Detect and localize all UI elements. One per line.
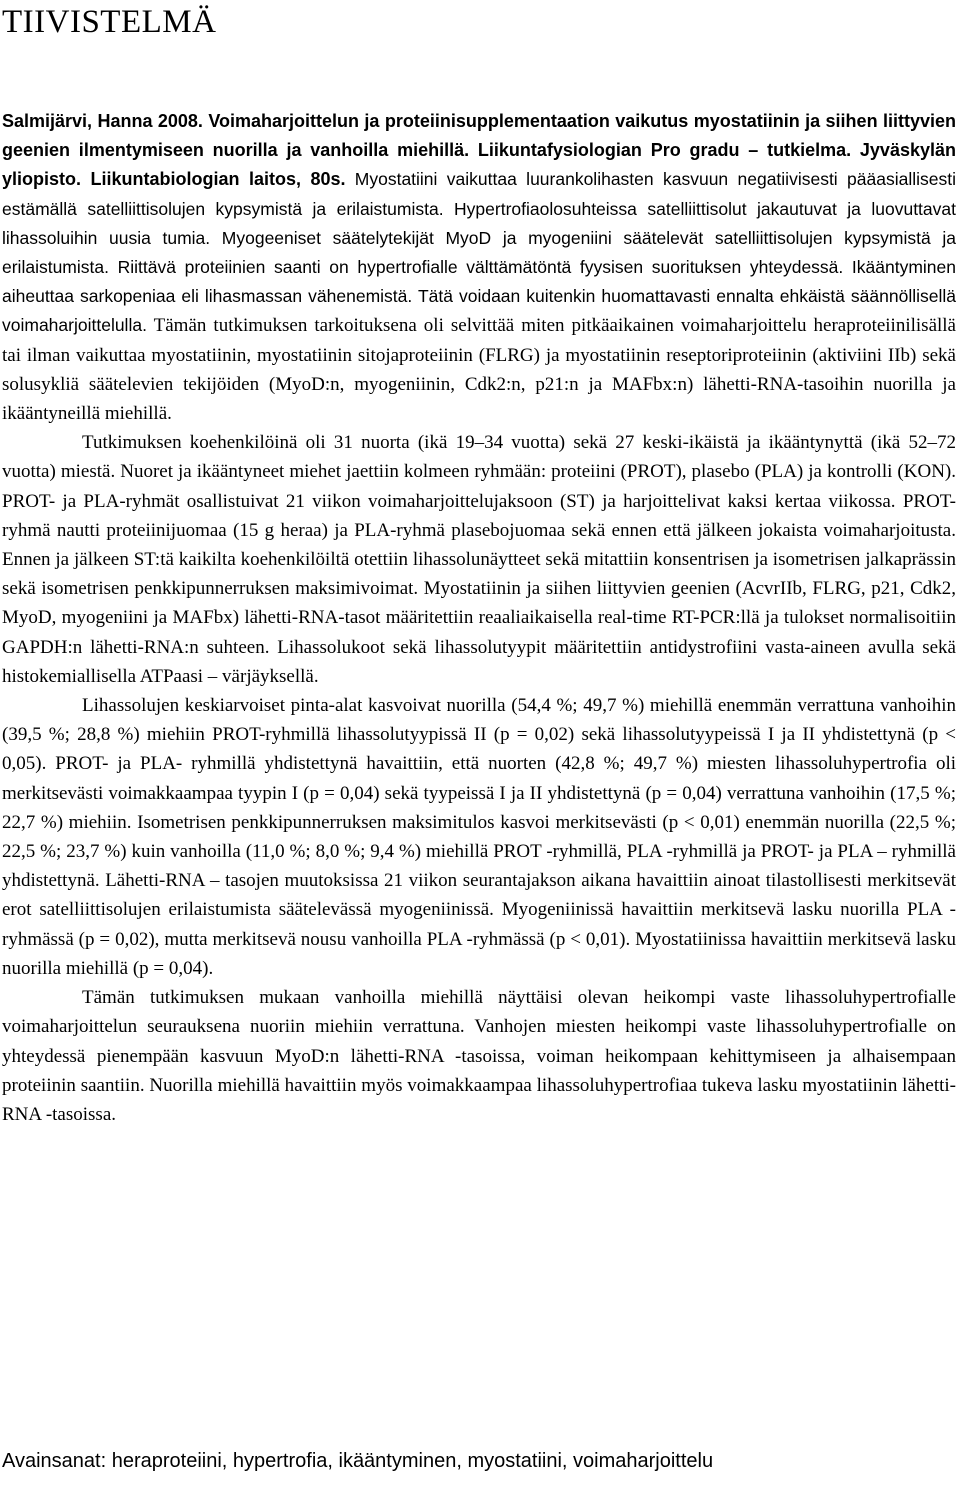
keywords: Avainsanat: heraproteiini, hypertrofia, ikääntyminen, myostatiini, voimaharjoittelu xyxy=(2,1450,714,1472)
page-title: TIIVISTELMÄ xyxy=(2,4,217,40)
citation: Salmijärvi, Hanna 2008. Voimaharjoittelun ja proteiinisupplementaation vaikutus myostatiinin ja siihen liittyvien geenien ilmentymiseen nuorilla ja vanhoilla miehillä. Liikuntafysiologian Pro gradu – tutkielma. Jyväskylän yliopisto. Liikuntabiologian laitos, 80s. xyxy=(2,111,956,190)
abstract-paragraph-results: Lihassolujen keskiarvoiset pinta-alat kasvoivat nuorilla (54,4 %; 49,7 %) miehillä enemmän verrattuna vanhoihin (39,5 %; 28,8 %) miehiin PROT-ryhmillä lihassolutyypissä II (p = 0,02) sekä lihassolutyypeissä I ja II yhdistettynä (p < 0,05). PROT- ja PLA- ryhmillä yhdistettynä havaittiin, että nuorten (42,8 %; 49,7 %) miesten lihassoluhypertrofia oli merkitsevästi voimakkaampaa tyypin I (p = 0,04) sekä tyypeissä I ja II yhdistettynä (p = 0,04) verrattuna vanhoihin (17,5 %; 22,7 %) miehiin. Isometrisen penkkipunnerruksen maksimitulos kasvoi merkitsevästi (p < 0,01) enemmän nuorilla (22,5 %; 22,5 %; 23,7 %) kuin vanhoilla (11,0 %; 8,0 %; 9,4 %) miehillä PROT -ryhmillä, PLA -ryhmillä ja PROT- ja PLA – ryhmillä yhdistettynä. Lähetti-RNA – tasojen muutoksissa 21 viikon seurantajakson aikana havaittiin ainoat tilastollisesti merkitsevät erot satelliittisolujen erilaistumista säätelevässä myogeniinissä. Myogeniinissä havaittiin merkitsevä lasku nuorilla PLA -ryhmässä (p = 0,02), mutta merkitsevä nousu vanhoilla PLA -ryhmässä (p < 0,01). Myostatiinissa havaittiin merkitsevä lasku nuorilla miehillä (p = 0,04). xyxy=(2,695,956,979)
abstract-paragraph-conclusion: Tämän tutkimuksen mukaan vanhoilla miehillä näyttäisi olevan heikompi vaste lihassoluhypertrofialle voimaharjoittelun seurauksena nuoriin miehiin verrattuna. Vanhojen miesten heikompi vaste lihassoluhypertrofialle on yhteydessä pienempään kasvuun MyoD:n lähetti-RNA -tasoissa, voiman heikompaan kehittymiseen ja alhaisempaan proteiinin saantiin. Nuorilla miehillä havaittiin myös voimakkaampaa lihassoluhypertrofiaa tukeva lasku myostatiinin lähetti-RNA -tasoissa. xyxy=(2,987,956,1125)
background-text: Myostatiini vaikuttaa luurankolihasten kasvuun negatiivisesti pääasiallisesti estämällä satelliittisolujen kypsymistä ja erilaistumista. Hypertrofiaolosuhteissa satelliittisolut jakautuvat ja luovuttavat lihassoluihin uusia tumia. Myogeeniset säätelytekijät MyoD ja myogeniini säätelevät satelliittisolujen kypsymistä ja erilaistumista. Riittävä proteiinien saanti on hypertrofialle välttämätöntä fyysisen suorituksen yhteydessä. Ikääntyminen aiheuttaa sarkopeniaa eli lihasmassan vähenemistä. Tätä voidaan kuitenkin huomattavasti ennalta ehkäistä säännöllisellä voimaharjoittelulla. xyxy=(2,169,956,336)
abstract-paragraph-methods: Tutkimuksen koehenkilöinä oli 31 nuorta (ikä 19–34 vuotta) sekä 27 keski-ikäistä ja ikääntynyttä (ikä 52–72 vuotta) miestä. Nuoret ja ikääntyneet miehet jaettiin kolmeen ryhmään: proteiini (PROT), plasebo (PLA) ja kontrolli (KON). PROT- ja PLA-ryhmät osallistuivat 21 viikon voimaharjoittelujaksoon (ST) ja harjoittelivat kaksi kertaa viikossa. PROT-ryhmä nautti proteiinijuomaa (15 g heraa) ja PLA-ryhmä plasebojuomaa sekä ennen että jälkeen jokaista voimaharjoitusta. Ennen ja jälkeen ST:tä kaikilta koehenkilöiltä otettiin lihassolunäytteet sekä mitattiin konsentrisen ja isometrisen jalkaprässin sekä isometrisen penkkipunnerruksen maksimivoimat. Myostatiinin ja siihen liittyvien geenien (AcvrIIb, FLRG, p21, Cdk2, MyoD, myogeniini ja MAFbx) lähetti-RNA-tasot määritettiin reaaliaikaisella real-time RT-PCR:llä ja tulokset normalisoitiin GAPDH:n lähetti-RNA:n suhteen. Lihassolukoot sekä lihassolutyypit määritettiin antidystrofiini vasta-aineen avulla sekä histokemiallisella ATPaasi – värjäyksellä. xyxy=(2,432,956,687)
abstract-body xyxy=(2,107,956,1129)
aim-text: Tämän tutkimuksen tarkoituksena oli selvittää miten pitkäaikainen voimaharjoittelu heraproteiinilisällä tai ilman vaikuttaa myostatiinin, myostatiinin sitojaproteiinin (FLRG) ja myostatiinin reseptoriproteiinin (aktiviini IIb) sekä solusykliä säätelevien tekijöiden (MyoD:n, myogeniinin, Cdk2:n, p21:n ja MAFbx:n) lähetti-RNA-tasoihin nuorilla ja ikääntyneillä miehillä. xyxy=(2,315,956,425)
abstract-paragraph-intro xyxy=(2,107,956,428)
